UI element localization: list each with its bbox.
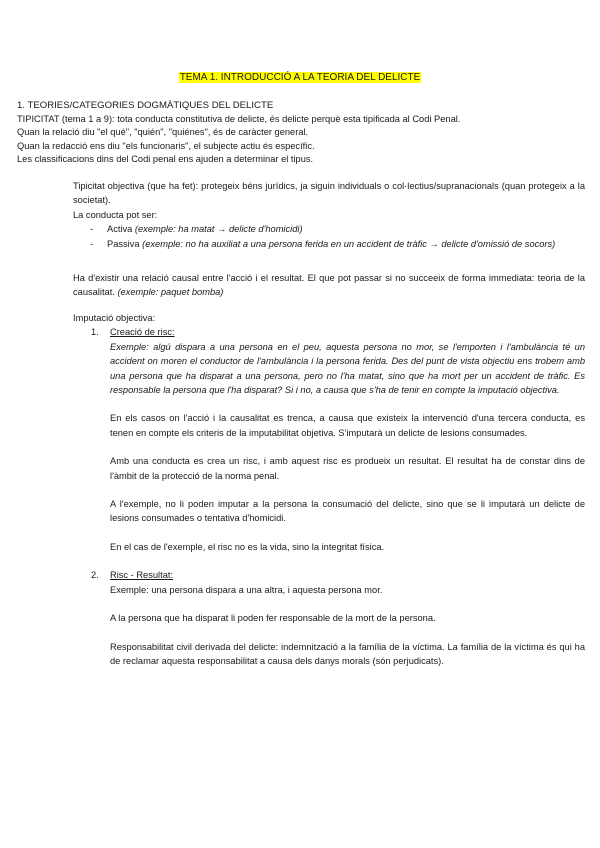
item-number: 1. (91, 327, 99, 338)
section-line: Quan la redacció ens diu "els funcionaris", el subjecte actiu és específic. (17, 140, 315, 151)
item-number: 2. (91, 570, 99, 581)
section-line: Les classificacions dins del Codi penal ens ajuden a determinar el tipus. (17, 154, 314, 165)
dash-bullet: - (90, 238, 94, 249)
item-title: Risc - Resultat: (110, 570, 174, 581)
item-paragraph: En el cas de l'exemple, el risc no es la vida, sino la integritat física. (110, 541, 385, 552)
causalitat-example: (exemple: paquet bomba) (117, 287, 224, 298)
causalitat-block (73, 271, 585, 300)
item-paragraph: Responsabilitat civil derivada del delicte: indemnització a la família de la víctima. La família de la víctima és qui ha de reclamar aquesta responsabilitat a causa dels danys morals (són perjudicats). (110, 641, 585, 666)
item-title: Creació de risc: (110, 327, 175, 338)
page-title (0, 71, 600, 84)
item-paragraph: A l'exemple, no li poden imputar a la persona la consumació del delicte, sino que se li imputarà un delicte de lesions consumades o tentativa d'homicidi. (110, 499, 585, 524)
section-line: TIPICITAT (tema 1 a 9): tota conducta constitutiva de delicte, és delicte perquè esta tipificada al Codi Penal. (17, 113, 461, 124)
title-highlight: TEMA 1. INTRODUCCIÓ A LA TEORIA DEL DELICTE (179, 72, 421, 83)
section-heading: 1. TEORIES/CATEGORIES DOGMÀTIQUES DEL DELICTE (17, 100, 274, 111)
list-item-risc (73, 325, 585, 339)
causalitat-text: Ha d'existir una relació causal entre l'acció i el resultat. El que pot passar si no succeeix de forma immediata: teoria de la causalitat. (73, 273, 585, 298)
item-paragraph: A la persona que ha disparat li poden fer responsable de la mort de la persona. (110, 613, 436, 624)
passiva-example: (exemple: no ha auxiliat a una persona ferida en un accident de tràfic → delicte d'omissió de socors) (142, 238, 556, 249)
imputacio-block (73, 311, 585, 668)
item-example: Exemple: una persona dispara a una altra, i aquesta persona mor. (110, 584, 383, 595)
dash-bullet: - (90, 224, 94, 235)
list-item-activa (73, 222, 585, 236)
activa-label: Activa (107, 224, 135, 235)
item-example: Exemple: algú dispara a una persona en el peu, aquesta persona no mor, se l'emporten i l'ambulància té un accident on moren el conductor de l'ambulància i la persona ferida. Des del punt de vista objectiu ens trobem amb una persona que ha disparat a una persona, pero no l'ha matat, sino que ha mort per un accident de tràfic. Es responsable la persona que l'ha disparat? Si i no, a causa que s'ha de tenir en compte la imputació objectiva. (110, 341, 585, 396)
causalitat-paragraph (73, 271, 585, 300)
passiva-label: Passiva (107, 238, 143, 249)
list-item-passiva (73, 237, 585, 251)
section-line: Quan la relació diu "el qué", "quién", "quiénes", és de caràcter general. (17, 127, 309, 138)
item-paragraph: En els casos on l'acció i la causalitat es trenca, a causa que existeix la intervenció d'una tercera conducta, es tenen en compte els criteris de la imputabilitat objetiva. S'imputarà un delicte de lesions consumades. (110, 413, 585, 438)
activa-example: (exemple: ha matat → delicte d'homicidi) (134, 224, 303, 235)
conducta-label: La conducta pot ser: (73, 209, 158, 220)
tipicitat-block (73, 179, 585, 251)
list-item-risc-resultat (73, 568, 585, 582)
item-paragraph: Amb una conducta es crea un risc, i amb aquest risc es produeix un resultat. El resultat ha de constar dins de l'àmbit de la protecció de la norma penal. (110, 456, 585, 481)
tipicitat-intro: Tipicitat objectiva (que ha fet): protegeix béns jurídics, ja siguin individuals o col·lectius/supranacionals (quan protegeix a la societat). (73, 181, 585, 206)
imputacio-heading: Imputació objectiva: (73, 313, 156, 323)
section-teories (17, 99, 587, 167)
